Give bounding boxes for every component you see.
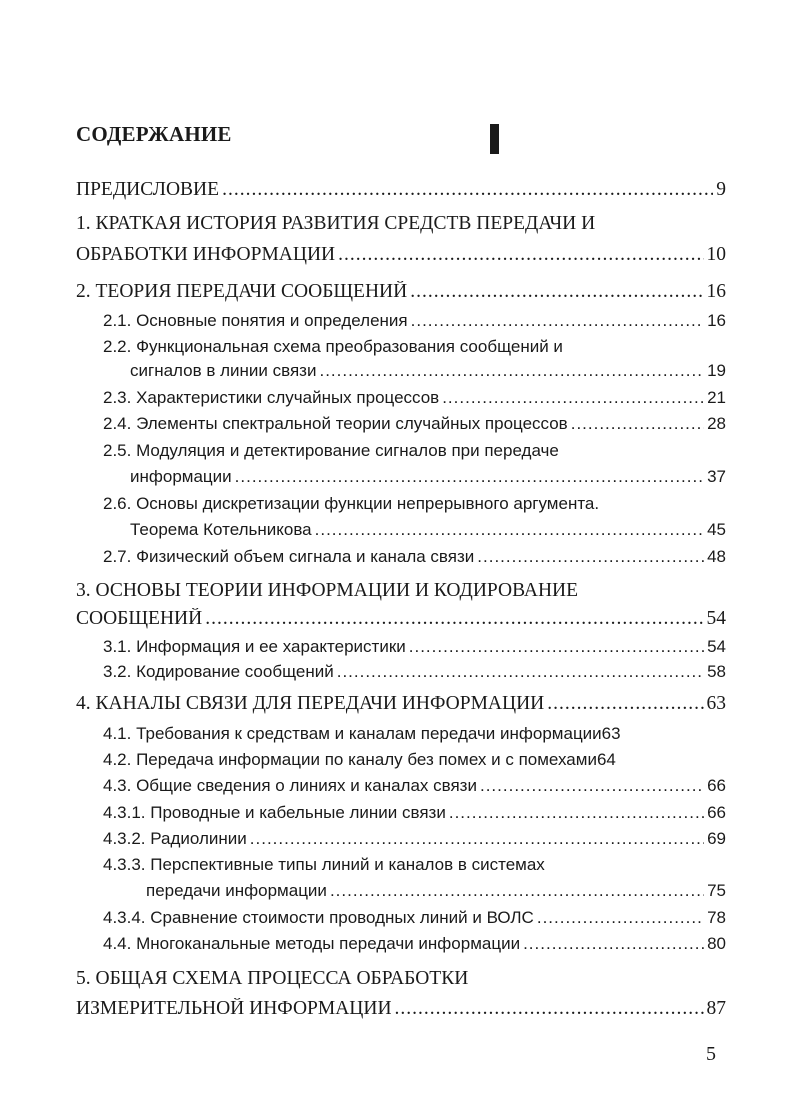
toc-entry-ch3[interactable]: СООБЩЕНИЙ ..... 54 (76, 608, 726, 634)
toc-entry-ch2[interactable]: 2. ТЕОРИЯ ПЕРЕДАЧИ СООБЩЕНИЙ ..... 16 (76, 281, 726, 307)
toc-entry-ch3-line1[interactable]: 3. ОСНОВЫ ТЕОРИИ ИНФОРМАЦИИ И КОДИРОВАНИЕ (76, 580, 579, 601)
toc-entry-4-4[interactable]: 4.4. Многоканальные методы передачи информации ..... 80 (103, 934, 726, 960)
toc-entry-preface[interactable]: ПРЕДИСЛОВИЕ ..... 9 (76, 179, 726, 205)
toc-entry-4-3-3[interactable]: передачи информации ..... 75 (146, 881, 726, 907)
toc-entry-2-6-line1[interactable]: 2.6. Основы дискретизации функции непрерывного аргумента. (103, 494, 600, 513)
scan-mark (490, 124, 499, 154)
page-title: СОДЕРЖАНИЕ (76, 122, 232, 146)
toc-entry-4-3[interactable]: 4.3. Общие сведения о линиях и каналах связи ..... 66 (103, 776, 726, 802)
toc-entry-2-5[interactable]: информации ..... 37 (130, 467, 726, 493)
toc-entry-4-3-4[interactable]: 4.3.4. Сравнение стоимости проводных линий и ВОЛС ..... 78 (103, 908, 726, 934)
toc-entry-2-5-line1[interactable]: 2.5. Модуляция и детектирование сигналов при передаче (103, 441, 559, 460)
toc-entry-4-3-1[interactable]: 4.3.1. Проводные и кабельные линии связи ..... 66 (103, 803, 726, 829)
toc-entry-ch5-line1[interactable]: 5. ОБЩАЯ СХЕМА ПРОЦЕССА ОБРАБОТКИ (76, 968, 469, 989)
toc-entry-ch1[interactable]: ОБРАБОТКИ ИНФОРМАЦИИ ..... 10 (76, 244, 726, 270)
toc-entry-4-3-3-line1[interactable]: 4.3.3. Перспективные типы линий и каналов в системах (103, 855, 545, 874)
toc-entry-2-1[interactable]: 2.1. Основные понятия и определения ..... 16 (103, 311, 726, 337)
toc-entry-2-3[interactable]: 2.3. Характеристики случайных процессов ..... 21 (103, 388, 726, 414)
toc-entry-3-2[interactable]: 3.2. Кодирование сообщений ..... 58 (103, 662, 726, 688)
toc-entry-ch4[interactable]: 4. КАНАЛЫ СВЯЗИ ДЛЯ ПЕРЕДАЧИ ИНФОРМАЦИИ ..... 63 (76, 693, 726, 719)
toc-entry-2-4[interactable]: 2.4. Элементы спектральной теории случайных процессов ..... 28 (103, 414, 726, 440)
toc-entry-4-3-2[interactable]: 4.3.2. Радиолинии ..... 69 (103, 829, 726, 855)
toc-entry-4-2[interactable]: 4.2. Передача информации по каналу без помех и с помехами64 (103, 750, 616, 769)
toc-entry-ch1-line1[interactable]: 1. КРАТКАЯ ИСТОРИЯ РАЗВИТИЯ СРЕДСТВ ПЕРЕДАЧИ И (76, 213, 596, 234)
toc-entry-2-2-line1[interactable]: 2.2. Функциональная схема преобразования сообщений и (103, 337, 563, 356)
toc-entry-3-1[interactable]: 3.1. Информация и ее характеристики ..... 54 (103, 637, 726, 663)
toc-entry-2-2[interactable]: сигналов в линии связи ..... 19 (130, 361, 726, 387)
page-number: 5 (706, 1043, 716, 1065)
toc-entry-2-6[interactable]: Теорема Котельникова ..... 45 (130, 520, 726, 546)
toc-entry-ch5[interactable]: ИЗМЕРИТЕЛЬНОЙ ИНФОРМАЦИИ ..... 87 (76, 998, 726, 1024)
toc-entry-4-1[interactable]: 4.1. Требования к средствам и каналам передачи информации63 (103, 724, 621, 743)
toc-entry-2-7[interactable]: 2.7. Физический объем сигнала и канала связи ..... 48 (103, 547, 726, 573)
